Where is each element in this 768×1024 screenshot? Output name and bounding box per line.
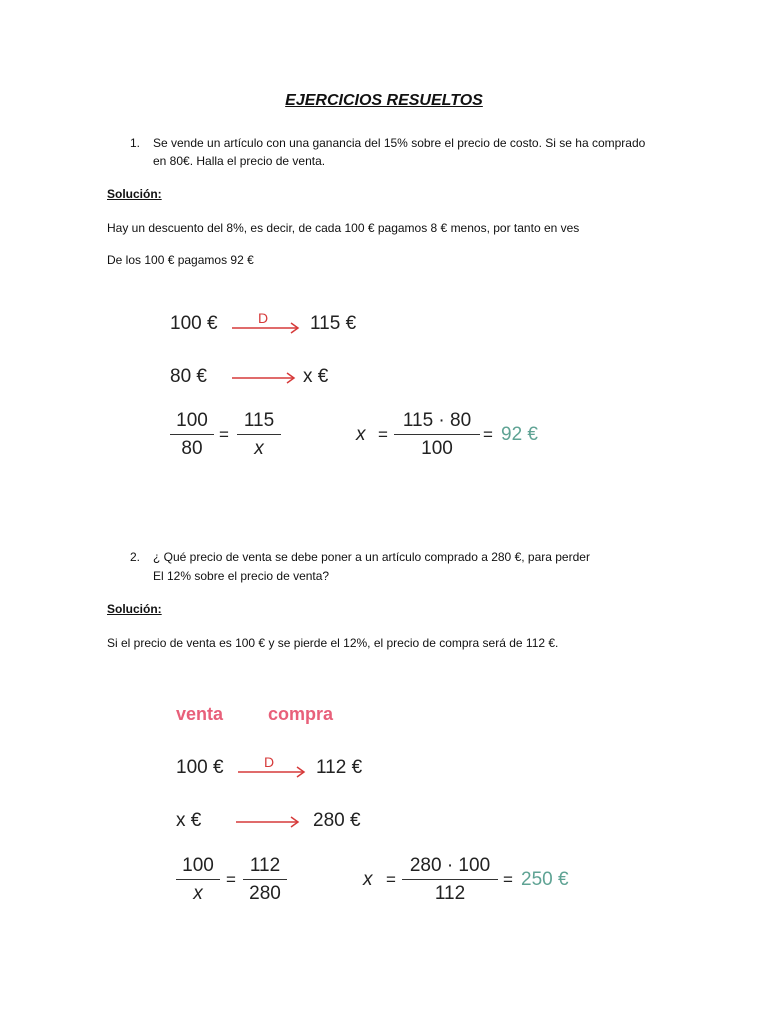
ex1-fraction-right bbox=[237, 410, 281, 460]
ex1-equals-3: = bbox=[483, 425, 493, 444]
ex2-solve-num: 280 · 100 bbox=[409, 855, 491, 876]
ex1-row1-right: 115 € bbox=[310, 313, 357, 334]
page-title: EJERCICIOS RESUELTOS bbox=[285, 92, 483, 109]
ex2-row2-left: x € bbox=[176, 810, 202, 831]
ex1-equals-1: = bbox=[219, 425, 229, 444]
ex1-row2-right: x € bbox=[303, 366, 329, 387]
ex1-solve-x: x bbox=[356, 424, 366, 445]
ex1-solve-num: 115 · 80 bbox=[402, 410, 472, 431]
ex1-statement-line2: en 80€. Halla el precio de venta. bbox=[153, 154, 326, 168]
ex2-row2-right: 280 € bbox=[313, 810, 361, 831]
ex2-statement-line2: El 12% sobre el precio de venta? bbox=[153, 569, 330, 583]
ex2-row1-right: 112 € bbox=[316, 757, 363, 778]
ex2-number: 2. bbox=[130, 550, 141, 564]
ex1-number: 1. bbox=[130, 136, 141, 150]
ex2-arrow-label: D bbox=[264, 754, 275, 770]
ex2-fraction-right-num: 112 bbox=[249, 855, 281, 876]
ex2-solution-label: Solución: bbox=[107, 602, 162, 616]
ex2-fraction-left-den: x bbox=[193, 883, 203, 904]
ex1-arrow-label: D bbox=[258, 310, 269, 326]
ex1-row2-left: 80 € bbox=[170, 366, 207, 387]
ex2-equals-1: = bbox=[226, 870, 236, 889]
ex2-fraction-right bbox=[243, 855, 287, 905]
ex2-equals-3: = bbox=[503, 870, 513, 889]
ex2-solve-x: x bbox=[363, 869, 373, 890]
ex2-header-venta: venta bbox=[176, 704, 224, 724]
ex2-solve-den: 112 bbox=[434, 883, 466, 904]
ex1-result: 92 € bbox=[501, 424, 538, 445]
ex2-statement-line1: ¿ Qué precio de venta se debe poner a un artículo comprado a 280 €, para perder bbox=[153, 550, 590, 564]
ex2-row1-left: 100 € bbox=[176, 757, 224, 778]
ex2-solution-text1: Si el precio de venta es 100 € y se pierde el 12%, el precio de compra será de 112 €. bbox=[107, 636, 559, 650]
ex2-equals-2: = bbox=[386, 870, 396, 889]
ex2-fraction-left bbox=[176, 855, 220, 905]
ex1-solve-fraction bbox=[394, 410, 480, 460]
ex1-solution-text2: De los 100 € pagamos 92 € bbox=[107, 253, 254, 267]
ex2-fraction-right-den: 280 bbox=[249, 883, 281, 904]
ex2-result: 250 € bbox=[521, 869, 569, 890]
ex1-fraction-left bbox=[170, 410, 214, 460]
ex1-row2-arrow bbox=[230, 372, 298, 384]
ex1-fraction-right-num: 115 bbox=[243, 410, 275, 431]
ex1-solution-label: Solución: bbox=[107, 187, 162, 201]
ex1-row1-arrow bbox=[230, 322, 302, 334]
ex1-solve-den: 100 bbox=[421, 438, 453, 459]
ex1-solution-text1: Hay un descuento del 8%, es decir, de cada 100 € pagamos 8 € menos, por tanto en ves bbox=[107, 221, 580, 235]
ex2-fraction-left-num: 100 bbox=[182, 855, 214, 876]
ex1-fraction-left-num: 100 bbox=[176, 410, 208, 431]
ex1-equals-2: = bbox=[378, 425, 388, 444]
ex1-row1-left: 100 € bbox=[170, 313, 218, 334]
ex1-fraction-left-den: 80 bbox=[181, 438, 203, 459]
ex1-fraction-right-den: x bbox=[254, 438, 264, 459]
ex1-statement-line1: Se vende un artículo con una ganancia del 15% sobre el precio de costo. Si se ha comprado bbox=[153, 136, 646, 150]
ex2-row2-arrow bbox=[234, 816, 302, 828]
ex2-solve-fraction bbox=[402, 855, 498, 905]
ex2-row1-arrow bbox=[236, 766, 308, 778]
ex2-header-compra: compra bbox=[268, 704, 334, 724]
